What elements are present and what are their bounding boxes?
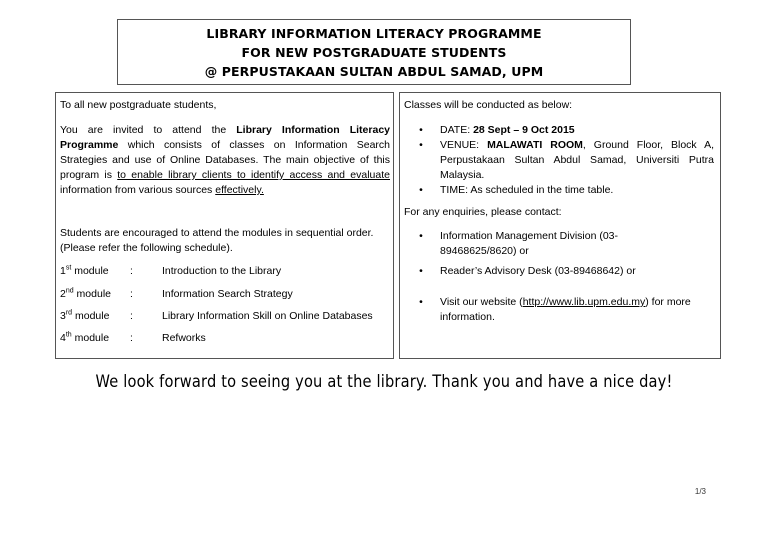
intro-paragraph [60,123,390,198]
module-number: 2nd module [60,287,111,300]
intro-text-a: You are invited to attend the [60,124,237,136]
bullet-icon: • [419,184,423,196]
thank-you-message: We look forward to seeing you at the library. Thank you and have a nice day! [95,372,673,392]
date-label: DATE: [440,124,474,136]
module-row [60,309,390,324]
bullet-icon: • [419,124,423,136]
greeting: To all new postgraduate students, [60,99,217,111]
venue-label: VENUE: [440,139,488,151]
module-colon: : [130,265,133,277]
bullet-icon: • [419,230,423,242]
module-row [60,287,390,302]
module-number: 4th module [60,331,110,344]
module-name: Information Search Strategy [162,288,293,300]
website-text-a: Visit our website ( [440,296,523,308]
module-number: 3rd module [60,309,110,322]
website-text-b: ) for more information. [440,296,691,323]
bullet-icon: • [419,296,423,308]
title-line-1: LIBRARY INFORMATION LITERACY PROGRAMME [206,25,542,41]
date-value: 28 Sept – 9 Oct 2015 [473,124,575,136]
venue-rest: , Ground Floor, Block A, Perpustakaan Sultan Abdul Samad, Universiti Putra Malaysia. [440,139,714,181]
intro-text-b: which consists of classes on Information Search Strategies and use of Online Databases. The main objective of this program is [60,139,390,181]
title-line-3: @ PERPUSTAKAAN SULTAN ABDUL SAMAD, UPM [204,63,544,79]
title-line-2: FOR NEW POSTGRADUATE STUDENTS [241,44,507,60]
module-name: Library Information Skill on Online Databases [162,310,373,322]
module-number: 1st module [60,264,109,277]
website-link[interactable]: http://www.lib.upm.edu.my [522,296,646,308]
module-colon: : [130,332,133,344]
module-row [60,264,390,279]
programme-name: Library Information Literacy Programme [60,124,390,151]
module-colon: : [130,288,133,300]
venue-value: MALAWATI ROOM [487,139,583,151]
encourage-paragraph: Students are encouraged to attend the modules in sequential order. (Please refer the following schedule). [60,227,374,254]
objective-text: to enable library clients to identify access and evaluate [117,169,390,181]
module-colon: : [130,310,133,322]
intro-text-c: information from various sources [60,184,216,196]
bullet-icon: • [419,265,423,277]
classes-intro: Classes will be conducted as below: [404,99,573,111]
left-panel [55,92,394,359]
contact-readers-advisory: Reader’s Advisory Desk (03-89468642) or [440,265,636,277]
time-text: TIME: As scheduled in the time table. [440,184,614,196]
bullet-icon: • [419,139,423,151]
page-number: 1/3 [694,487,706,496]
module-row [60,331,390,346]
title-box [117,19,631,85]
module-name: Introduction to the Library [162,265,282,277]
contact-imd: Information Management Division (03-89468625/8620) or [440,230,618,257]
right-panel [399,92,721,359]
module-name: Refworks [162,332,206,344]
effectively-text: effectively. [215,184,264,196]
enquiries-text: For any enquiries, please contact: [404,206,562,218]
